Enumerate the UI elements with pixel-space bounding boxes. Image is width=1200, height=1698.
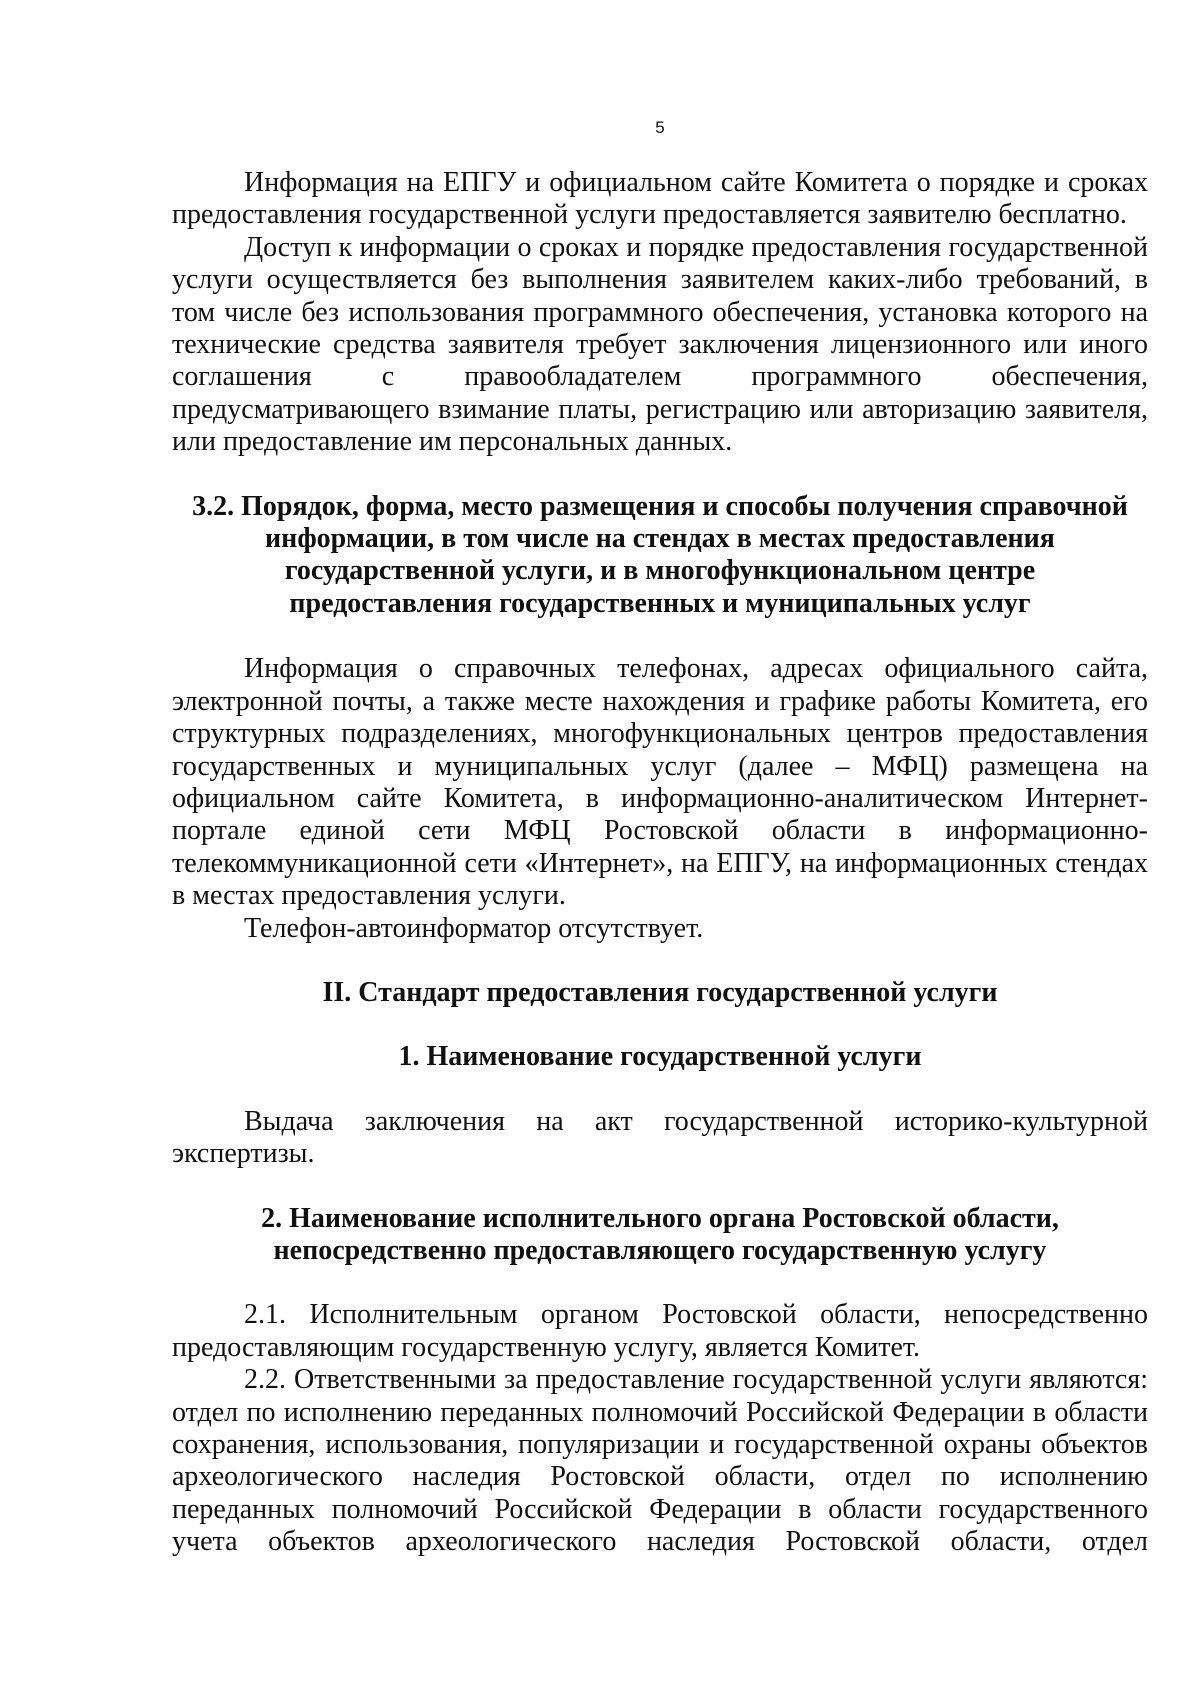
paragraph-2-1: 2.1. Исполнительным органом Ростовской области, непосредственно предоставляющим государственную услугу, является Комитет. (172, 1299, 1148, 1363)
heading-3-2-line: информации, в том числе на стендах в местах предоставления (265, 523, 1055, 555)
heading-1-service-name: 1. Наименование государственной услуги (398, 1041, 922, 1073)
heading-3-2-line: 3.2. Порядок, форма, место размещения и способы получения справочной (192, 490, 1128, 522)
paragraph-no-autoinformer: Телефон-автоинформатор отсутствует. (244, 912, 704, 944)
paragraph-reference-info: Информация о справочных телефонах, адресах официального сайта, электронной почты, а также месте нахождения и графике работы Комитета, его структурных подразделениях, многофункциональных центров предоставления государственных и муниципальных услуг (далее – МФЦ) размещена на официальном сайте Комитета, в информационно-аналитическом Интернет-портале единой сети МФЦ Ростовской области в информационно-телекоммуникационной сети «Интернет», на ЕПГУ, на информационных стендах в местах предоставления услуги. (172, 653, 1148, 912)
heading-2-executive-body (172, 1203, 1148, 1268)
heading-3-2-line: предоставления государственных и муниципальных услуг (289, 587, 1031, 619)
page-body (172, 167, 1148, 1559)
heading-section-ii: II. Стандарт предоставления государственной услуги (322, 976, 998, 1008)
paragraph-service-name: Выдача заключения на акт государственной историко-культурной экспертизы. (172, 1105, 1148, 1170)
heading-2-line: непосредственно предоставляющего государственную услугу (273, 1234, 1047, 1266)
paragraph-2-2: 2.2. Ответственными за предоставление государственной услуги являются: отдел по исполнению переданных полномочий Российской Федерации в области сохранения, использования, популяризации и государственной охраны объектов археологического наследия Ростовской области, отдел по исполнению переданных полномочий Российской Федерации в области государственного учета объектов археологического наследия Ростовской области, отдел (172, 1364, 1148, 1558)
heading-3-2 (172, 491, 1148, 621)
page-number: 5 (655, 118, 665, 137)
heading-2-line: 2. Наименование исполнительного органа Ростовской области, (261, 1202, 1059, 1234)
paragraph-info-free: Информация на ЕПГУ и официальном сайте Комитета о порядке и сроках предоставления государственной услуги предоставляется заявителю бесплатно. (172, 167, 1148, 231)
heading-3-2-line: государственной услуги, и в многофункциональном центре (284, 555, 1036, 587)
paragraph-access-info: Доступ к информации о сроках и порядке предоставления государственной услуги осуществляется без выполнения заявителем каких-либо требований, в том числе без использования программного обеспечения, установка которого на технические средства заявителя требует заключения лицензионного или иного соглашения с правообладателем программного обеспечения, предусматривающего взимание платы, регистрацию или авторизацию заявителя, или предоставление им персональных данных. (172, 231, 1148, 458)
